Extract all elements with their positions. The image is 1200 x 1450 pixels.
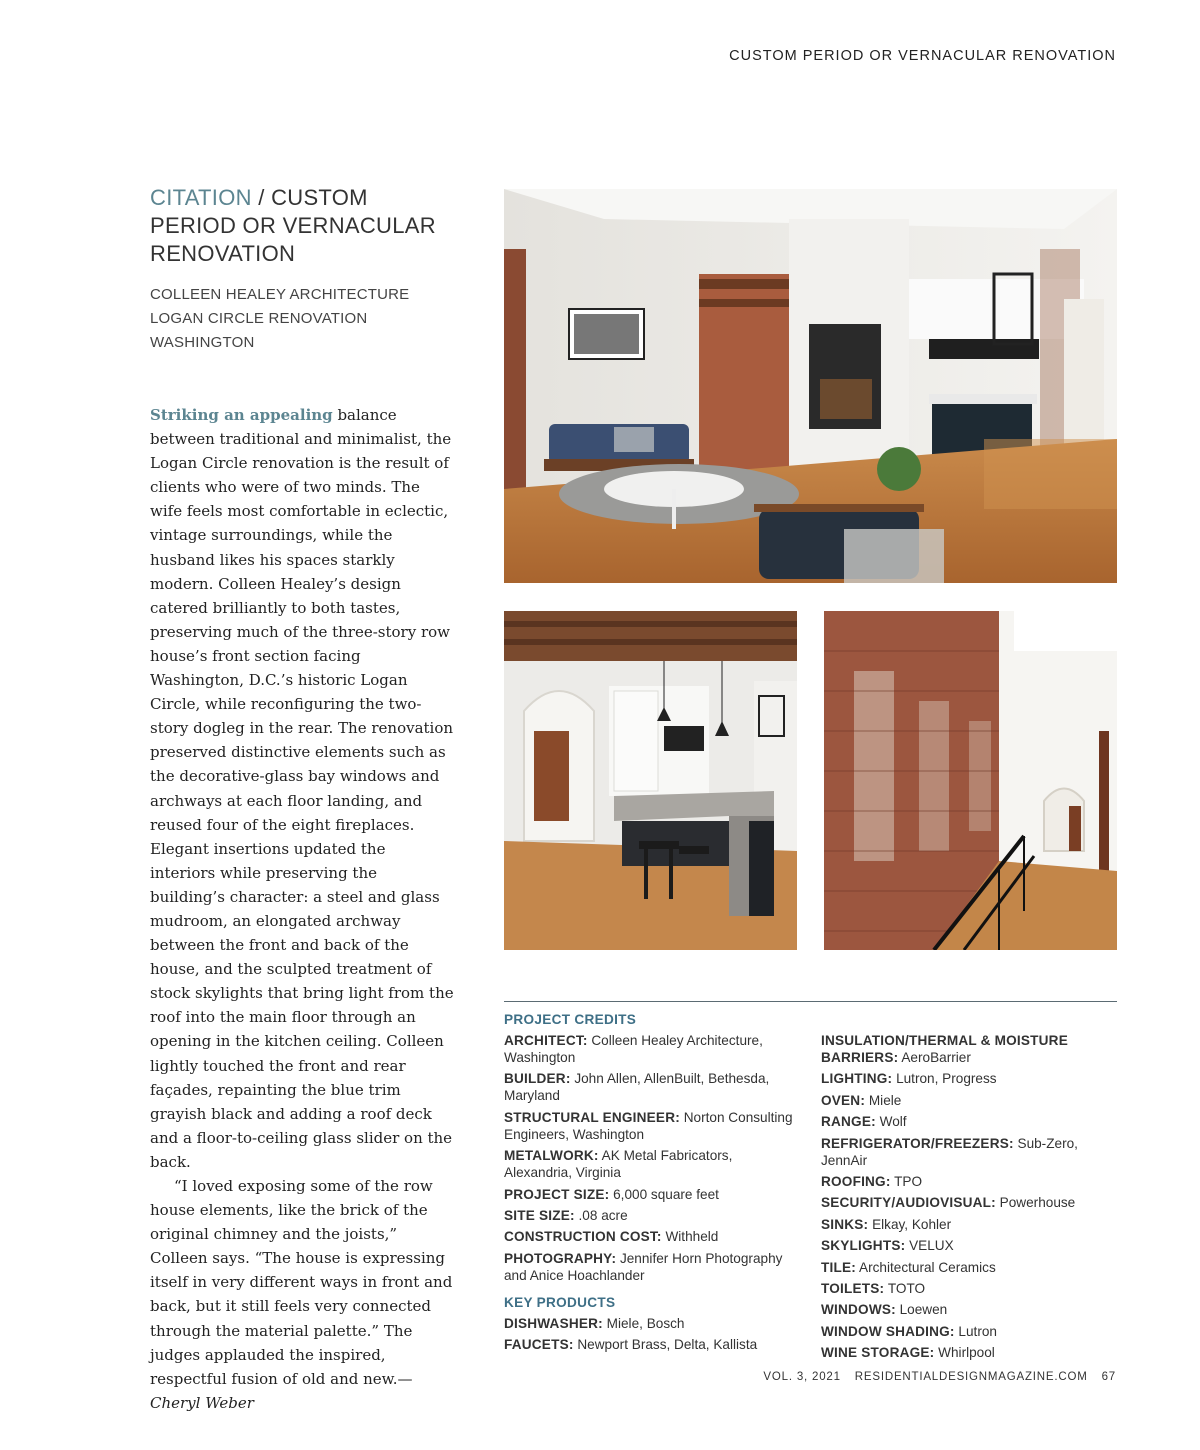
article-body <box>150 403 454 1415</box>
credit-architect: ARCHITECT: Colleen Healey Architecture, Washington <box>504 1033 763 1065</box>
key-products-column <box>821 1032 1113 1365</box>
paragraph-2-text: “I loved exposing some of the row house elements, like the brick of the original chimney and the joists,” Colleen says. “The house is expressing itself in very different ways in front and back, but it still feels very connected through the material palette.” The judges applauded the inspired, respectful fusion of old and new.— <box>150 1177 453 1388</box>
running-head: CUSTOM PERIOD OR VERNACULAR RENOVATION <box>729 48 1116 64</box>
product-skylights: SKYLIGHTS: VELUX <box>821 1238 954 1254</box>
project-info <box>150 283 470 355</box>
product-security: SECURITY/AUDIOVISUAL: Powerhouse <box>821 1195 1076 1211</box>
credit-project-size: PROJECT SIZE: 6,000 square feet <box>504 1186 719 1202</box>
category-line-1: CUSTOM <box>271 185 368 210</box>
lead-in: Striking an appealing <box>150 406 333 424</box>
article-headline <box>150 184 470 268</box>
credit-metalwork: METALWORK: AK Metal Fabricators, Alexandria, Virginia <box>504 1148 733 1181</box>
paragraph-1 <box>150 403 454 1174</box>
product-range: RANGE: Wolf <box>821 1114 907 1130</box>
credit-site-size: SITE SIZE: .08 acre <box>504 1207 628 1223</box>
product-dishwasher: DISHWASHER: Miele, Bosch <box>504 1315 685 1331</box>
award-label: CITATION <box>150 185 252 210</box>
paragraph-1-text: balance between traditional and minimalist, the Logan Circle renovation is the result of clients who were of two minds. The wife feels most comfortable in eclectic, vintage surroundings, while the husband likes his spaces starkly modern. Colleen Healey’s design catered brilliantly to both tastes, preserving much of the three-story row house’s front section facing Washington, D.C.’s historic Logan Circle, while reconfiguring the two-story dogleg in the rear. The renovation preserved distinctive elements such as the decorative-glass bay windows and archways at each floor landing, and reused four of the eight fireplaces. Elegant insertions updated the interiors while preserving the building’s character: a steel and glass mudroom, an elongated archway between the front and back of the house, and the sculpted treatment of stock skylights that bring light from the roof into the main floor through an opening in the kitchen ceiling. Colleen lightly touched the front and rear façades, repainting the blue trim grayish black and adding a roof deck and a floor-to-ceiling glass slider on the back. <box>150 406 454 1171</box>
product-tile: TILE: Architectural Ceramics <box>821 1259 996 1275</box>
project-credits-column <box>504 1011 796 1358</box>
volume-label: VOL. 3, 2021 <box>763 1371 841 1383</box>
product-window-shading: WINDOW SHADING: Lutron <box>821 1323 997 1339</box>
product-lighting: LIGHTING: Lutron, Progress <box>821 1071 997 1087</box>
credits-divider <box>504 1001 1117 1002</box>
product-oven: OVEN: Miele <box>821 1092 902 1108</box>
product-toilets: TOILETS: TOTO <box>821 1280 926 1296</box>
website-label: RESIDENTIALDESIGNMAGAZINE.COM <box>854 1371 1088 1383</box>
products-heading: KEY PRODUCTS <box>504 1294 616 1310</box>
byline: Cheryl Weber <box>150 1393 254 1412</box>
product-wine-storage: WINE STORAGE: Whirlpool <box>821 1345 995 1361</box>
category-line-2: PERIOD OR VERNACULAR <box>150 213 436 238</box>
brick-hallway-photo <box>824 611 1117 950</box>
product-sinks: SINKS: Elkay, Kohler <box>821 1216 952 1232</box>
credit-builder: BUILDER: John Allen, AllenBuilt, Bethesda, Maryland <box>504 1071 770 1104</box>
headline-separator: / <box>251 185 272 210</box>
product-windows: WINDOWS: Loewen <box>821 1302 948 1318</box>
page-number: 67 <box>1101 1371 1116 1383</box>
project-name: LOGAN CIRCLE RENOVATION <box>150 310 368 327</box>
paragraph-2 <box>150 1174 454 1415</box>
product-insulation: INSULATION/THERMAL & MOISTURE BARRIERS: AeroBarrier <box>821 1033 1068 1065</box>
credits-heading: PROJECT CREDITS <box>504 1012 637 1027</box>
living-room-photo <box>504 189 1117 583</box>
page-footer <box>763 1371 1116 1383</box>
credit-construction-cost: CONSTRUCTION COST: Withheld <box>504 1229 719 1245</box>
credit-structural-engineer: STRUCTURAL ENGINEER: Norton Consulting Engineers, Washington <box>504 1109 793 1142</box>
product-refrigerator: REFRIGERATOR/FREEZERS: Sub-Zero, JennAir <box>821 1135 1078 1168</box>
kitchen-photo <box>504 611 797 950</box>
credit-photography: PHOTOGRAPHY: Jennifer Horn Photography and Anice Hoachlander <box>504 1250 783 1283</box>
product-faucets: FAUCETS: Newport Brass, Delta, Kallista <box>504 1337 758 1353</box>
project-location: WASHINGTON <box>150 334 255 351</box>
firm-name: COLLEEN HEALEY ARCHITECTURE <box>150 286 410 303</box>
product-roofing: ROOFING: TPO <box>821 1173 923 1189</box>
category-line-3: RENOVATION <box>150 241 296 266</box>
